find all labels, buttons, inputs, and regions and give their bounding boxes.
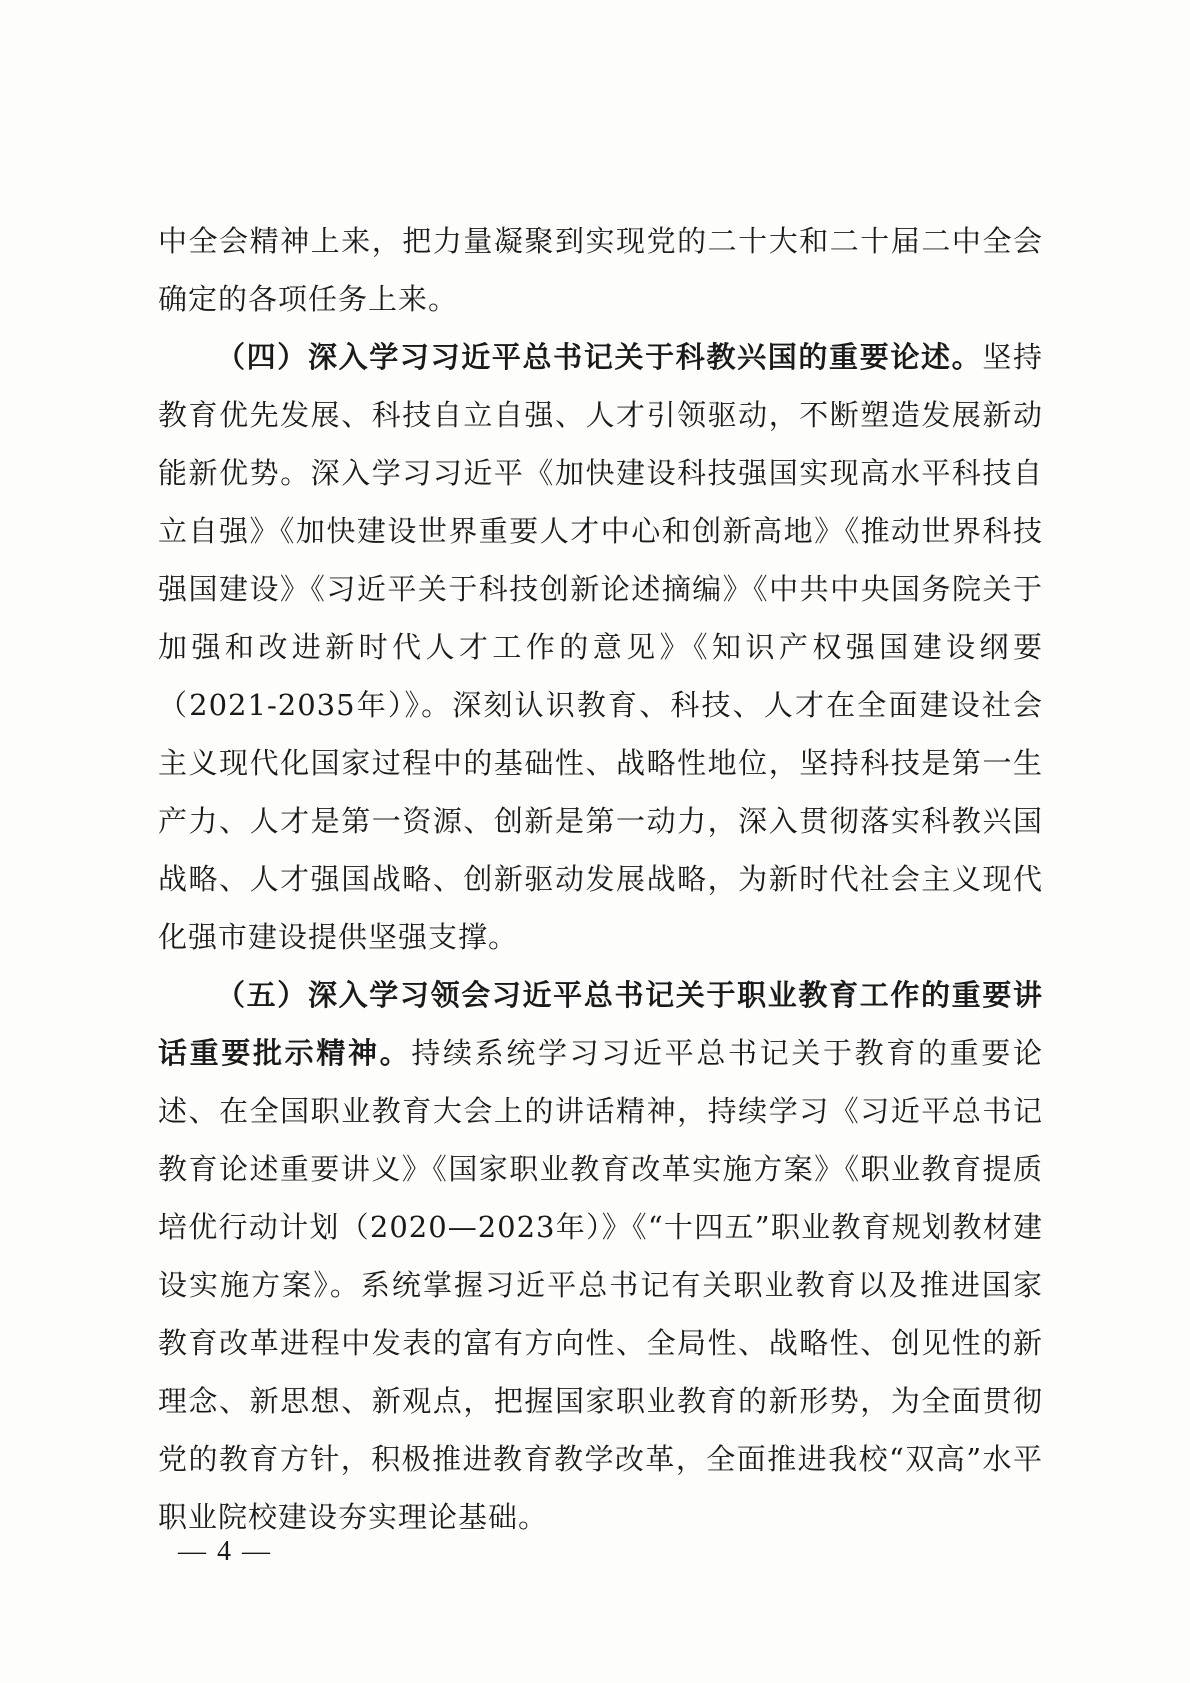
paragraph-text: 持续系统学习习近平总书记关于教育的重要论述、在全国职业教育大会上的讲话精神，持续学习《习近平总书记教育论述重要讲义》《国家职业教育改革实施方案》《职业教育提质培优行动计划（2020—2023年）》《“十四五”职业教育规划教材建设实施方案》。系统掌握习近平总书记有关职业教育以及推进国家教育改革进程中发表的富有方向性、全局性、战略性、创见性的新理念、新思想、新观点，把握国家职业教育的新形势，为全面贯彻党的教育方针，积极推进教育教学改革，全面推进我校“双高”水平职业院校建设夯实理论基础。 (158, 1036, 1043, 1534)
paragraph-section-four (158, 328, 1043, 966)
paragraph-section-five (158, 966, 1043, 1546)
paragraph-continuation (158, 212, 1043, 328)
paragraph-text: 中全会精神上来，把力量凝聚到实现党的二十大和二十届二中全会确定的各项任务上来。 (158, 224, 1043, 316)
paragraph-text: 坚持教育优先发展、科技自立自强、人才引领驱动，不断塑造发展新动能新优势。深入学习习近平《加快建设科技强国实现高水平科技自立自强》《加快建设世界重要人才中心和创新高地》《推动世界科技强国建设》《习近平关于科技创新论述摘编》《中共中央国务院关于加强和改进新时代人才工作的意见》《知识产权强国建设纲要（2021-2035年）》。深刻认识教育、科技、人才在全面建设社会主义现代化国家过程中的基础性、战略性地位，坚持科技是第一生产力、人才是第一资源、创新是第一动力，深入贯彻落实科教兴国战略、人才强国战略、创新驱动发展战略，为新时代社会主义现代化强市建设提供坚强支撑。 (158, 340, 1043, 954)
section-heading-five: （五）深入学习领会习近平总书记关于职业教育工作的重要讲话重要批示精神。 (158, 978, 1043, 1070)
page-number: — 4 — (178, 1536, 272, 1567)
section-heading-four: （四）深入学习习近平总书记关于科教兴国的重要论述。 (216, 340, 983, 374)
document-body (158, 212, 1043, 1546)
